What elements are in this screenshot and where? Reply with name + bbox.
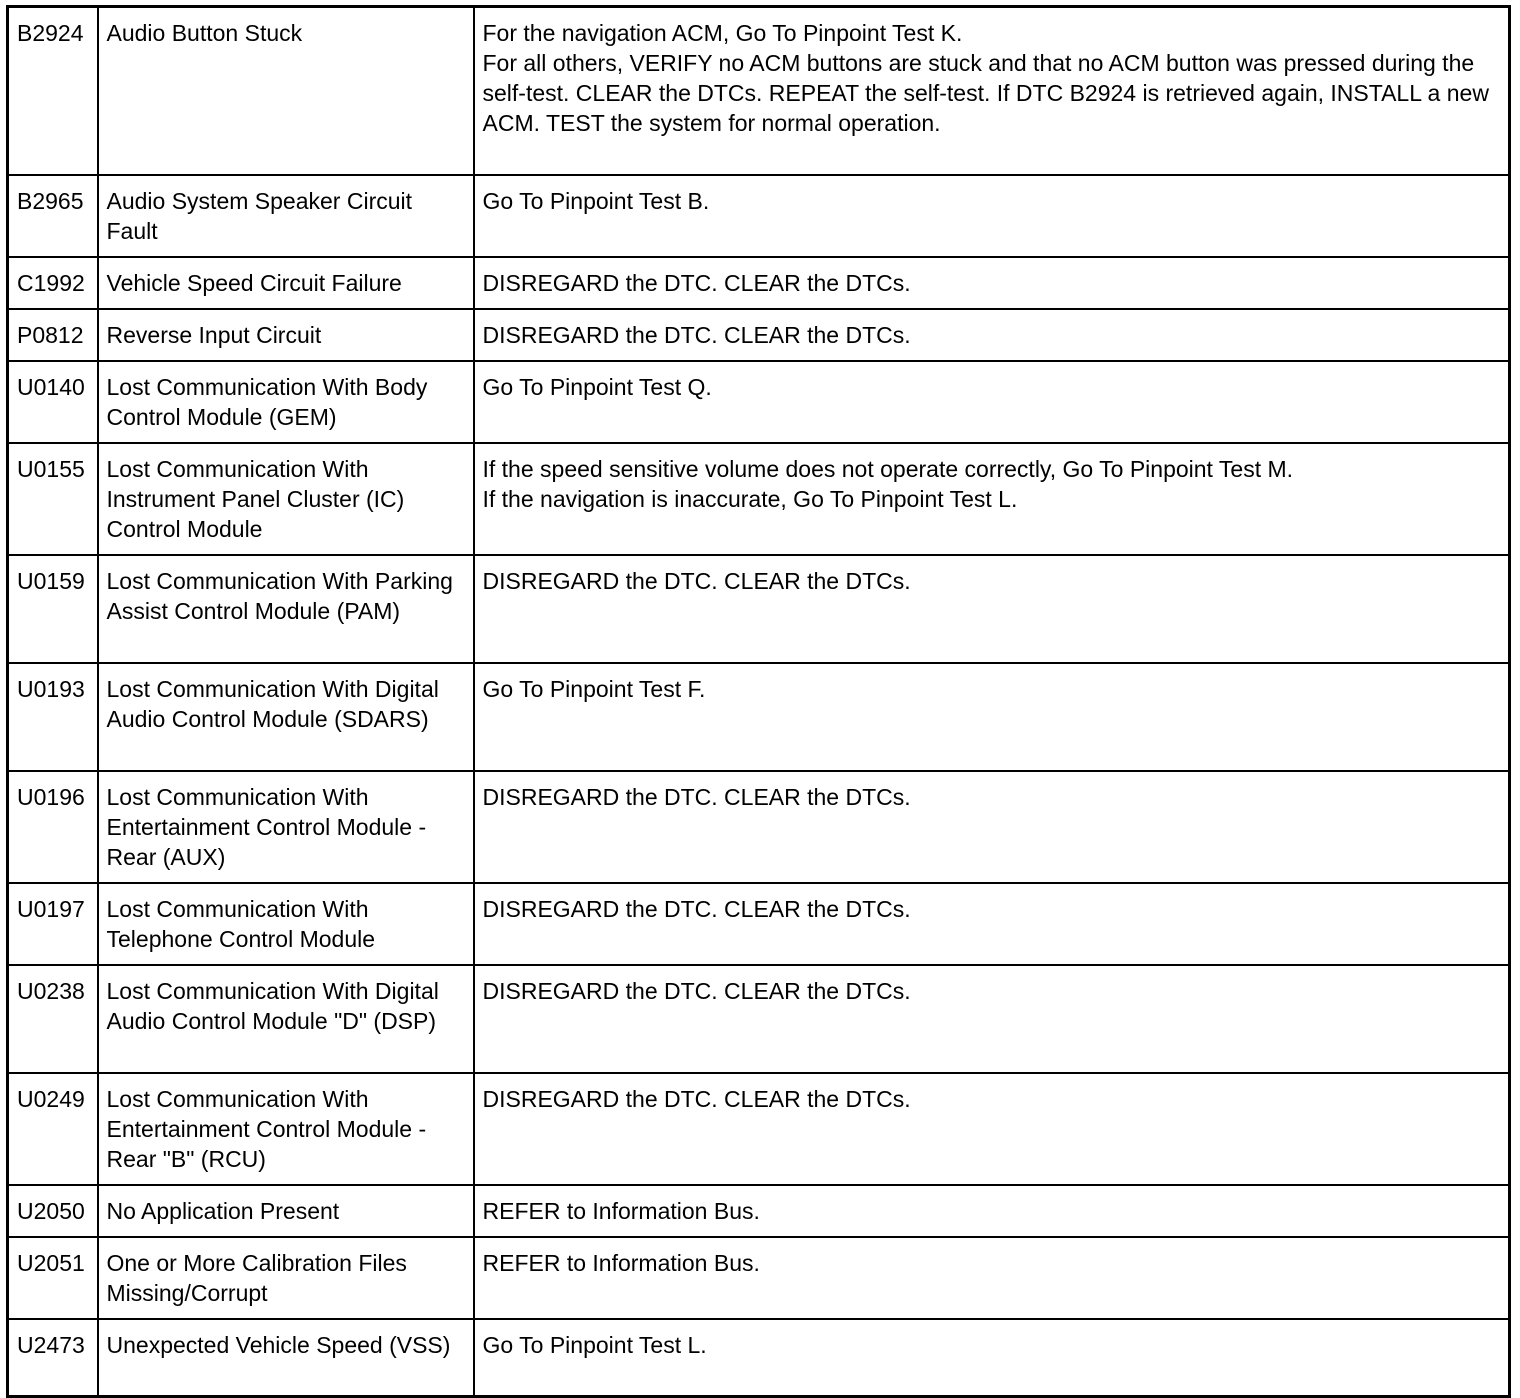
dtc-description: Audio System Speaker Circuit Fault [98,175,474,257]
table-row [8,1237,1510,1319]
dtc-description: Lost Communication With Parking Assist Control Module (PAM) [98,555,474,663]
dtc-code: P0812 [8,309,98,361]
table-row [8,663,1510,771]
dtc-action: Go To Pinpoint Test Q. [474,361,1510,443]
dtc-action: Go To Pinpoint Test F. [474,663,1510,771]
dtc-code: U2473 [8,1319,98,1397]
dtc-description: Lost Communication With Digital Audio Control Module "D" (DSP) [98,965,474,1073]
dtc-action: DISREGARD the DTC. CLEAR the DTCs. [474,883,1510,965]
table-row [8,1185,1510,1237]
dtc-description: Lost Communication With Entertainment Control Module - Rear "B" (RCU) [98,1073,474,1185]
dtc-action: If the speed sensitive volume does not operate correctly, Go To Pinpoint Test M. If the navigation is inaccurate, Go To Pinpoint Test L. [474,443,1510,555]
dtc-action: REFER to Information Bus. [474,1237,1510,1319]
dtc-action: Go To Pinpoint Test B. [474,175,1510,257]
dtc-code: U0197 [8,883,98,965]
dtc-description: No Application Present [98,1185,474,1237]
dtc-code: U0196 [8,771,98,883]
table-row [8,965,1510,1073]
dtc-description: Unexpected Vehicle Speed (VSS) [98,1319,474,1397]
dtc-action: DISREGARD the DTC. CLEAR the DTCs. [474,1073,1510,1185]
dtc-code: C1992 [8,257,98,309]
table-row [8,361,1510,443]
dtc-description: Lost Communication With Body Control Module (GEM) [98,361,474,443]
dtc-action: For the navigation ACM, Go To Pinpoint Test K. For all others, VERIFY no ACM buttons are stuck and that no ACM button was pressed during the self-test. CLEAR the DTCs. REPEAT the self-test. If DTC B2924 is retrieved again, INSTALL a new ACM. TEST the system for normal operation. [474,7,1510,175]
dtc-code: U0155 [8,443,98,555]
dtc-description: Audio Button Stuck [98,7,474,175]
table-row [8,7,1510,175]
dtc-description: Lost Communication With Telephone Control Module [98,883,474,965]
table-row [8,1073,1510,1185]
dtc-description: Reverse Input Circuit [98,309,474,361]
dtc-action: DISREGARD the DTC. CLEAR the DTCs. [474,555,1510,663]
table-row [8,309,1510,361]
dtc-code: U0140 [8,361,98,443]
dtc-code: U0193 [8,663,98,771]
dtc-action: REFER to Information Bus. [474,1185,1510,1237]
table-row [8,175,1510,257]
table-row [8,555,1510,663]
dtc-description: One or More Calibration Files Missing/Corrupt [98,1237,474,1319]
dtc-description: Vehicle Speed Circuit Failure [98,257,474,309]
dtc-description: Lost Communication With Instrument Panel Cluster (IC) Control Module [98,443,474,555]
dtc-action: DISREGARD the DTC. CLEAR the DTCs. [474,771,1510,883]
dtc-code: U0238 [8,965,98,1073]
dtc-action: DISREGARD the DTC. CLEAR the DTCs. [474,309,1510,361]
dtc-code: U2051 [8,1237,98,1319]
dtc-action: DISREGARD the DTC. CLEAR the DTCs. [474,257,1510,309]
table-row [8,1319,1510,1397]
table-row [8,883,1510,965]
dtc-code: U0159 [8,555,98,663]
dtc-table [6,5,1511,1398]
dtc-action: Go To Pinpoint Test L. [474,1319,1510,1397]
dtc-description: Lost Communication With Digital Audio Control Module (SDARS) [98,663,474,771]
table-row [8,257,1510,309]
dtc-action: DISREGARD the DTC. CLEAR the DTCs. [474,965,1510,1073]
table-row [8,443,1510,555]
dtc-code: B2924 [8,7,98,175]
dtc-code: U2050 [8,1185,98,1237]
table-row [8,771,1510,883]
dtc-code: B2965 [8,175,98,257]
dtc-code: U0249 [8,1073,98,1185]
dtc-description: Lost Communication With Entertainment Control Module - Rear (AUX) [98,771,474,883]
